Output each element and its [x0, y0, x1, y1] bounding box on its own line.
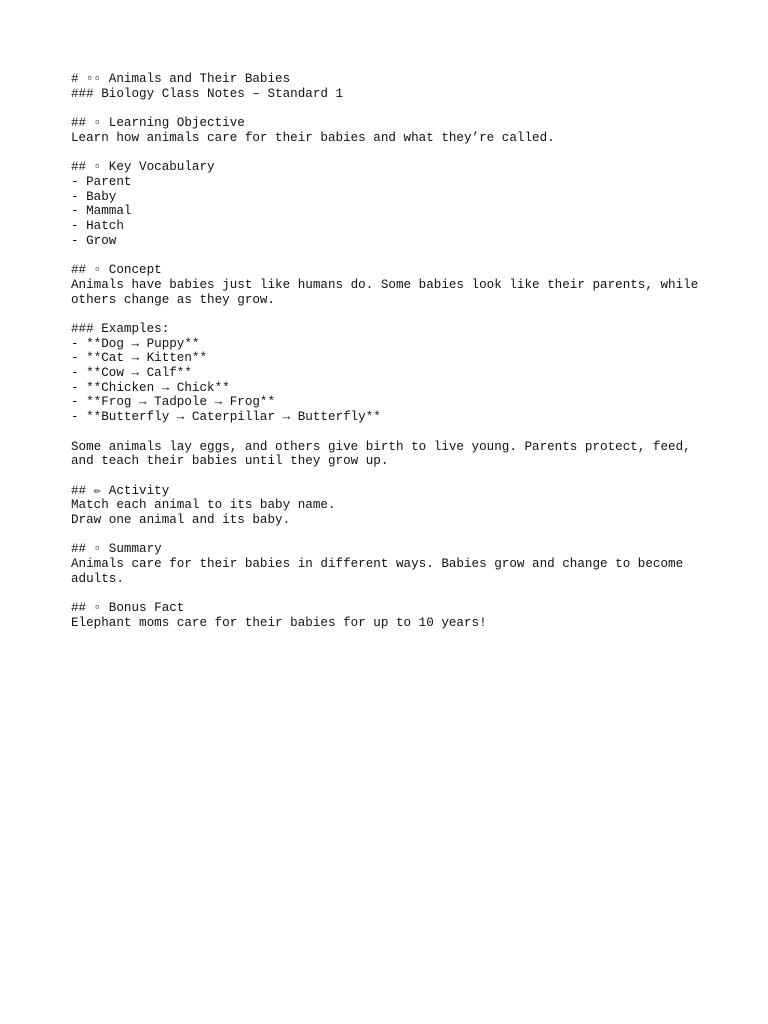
example-item: - **Butterfly → Caterpillar → Butterfly**: [71, 410, 381, 425]
vocabulary-item: - Parent: [71, 174, 132, 189]
spacer: [71, 101, 711, 116]
example-item: - **Dog → Puppy**: [71, 336, 200, 351]
bonus-heading: ## ▫ Bonus Fact: [71, 601, 185, 616]
activity-line: Match each animal to its baby name.: [71, 498, 336, 513]
vocabulary-heading: ## ▫ Key Vocabulary: [71, 160, 215, 175]
activity-heading: ## ✏ Activity: [71, 483, 170, 498]
spacer: [71, 528, 711, 543]
vocabulary-item: - Mammal: [71, 204, 132, 219]
vocabulary-item: - Baby: [71, 189, 117, 204]
spacer: [71, 146, 711, 161]
example-item: - **Chicken → Chick**: [71, 380, 230, 395]
objective-heading: ## ▫ Learning Objective: [71, 116, 245, 131]
bonus-text: Elephant moms care for their babies for up to 10 years!: [71, 615, 487, 630]
spacer: [71, 469, 711, 484]
examples-heading: ### Examples:: [71, 321, 170, 336]
examples-followup: Some animals lay eggs, and others give birth to live young. Parents protect, feed, and teach their babies until they grow up.: [71, 439, 699, 469]
spacer: [71, 587, 711, 602]
vocabulary-item: - Grow: [71, 233, 117, 248]
concept-text: Animals have babies just like humans do. Some babies look like their parents, while others change as they grow.: [71, 277, 706, 307]
document-subtitle: ### Biology Class Notes – Standard 1: [71, 86, 344, 101]
spacer: [71, 425, 711, 440]
activity-line: Draw one animal and its baby.: [71, 513, 291, 527]
objective-text: Learn how animals care for their babies and what they’re called.: [71, 130, 555, 145]
vocabulary-item: - Hatch: [71, 219, 124, 233]
spacer: [71, 307, 711, 322]
example-item: - **Cow → Calf**: [71, 366, 192, 380]
document-title: # ▫▫ Animals and Their Babies: [71, 72, 291, 86]
summary-heading: ## ▫ Summary: [71, 542, 162, 557]
summary-text: Animals care for their babies in different ways. Babies grow and change to become adults.: [71, 557, 691, 586]
example-item: - **Frog → Tadpole → Frog**: [71, 395, 276, 410]
spacer: [71, 248, 711, 263]
document-page: [71, 72, 711, 631]
example-item: - **Cat → Kitten**: [71, 351, 208, 366]
concept-heading: ## ▫ Concept: [71, 263, 162, 278]
